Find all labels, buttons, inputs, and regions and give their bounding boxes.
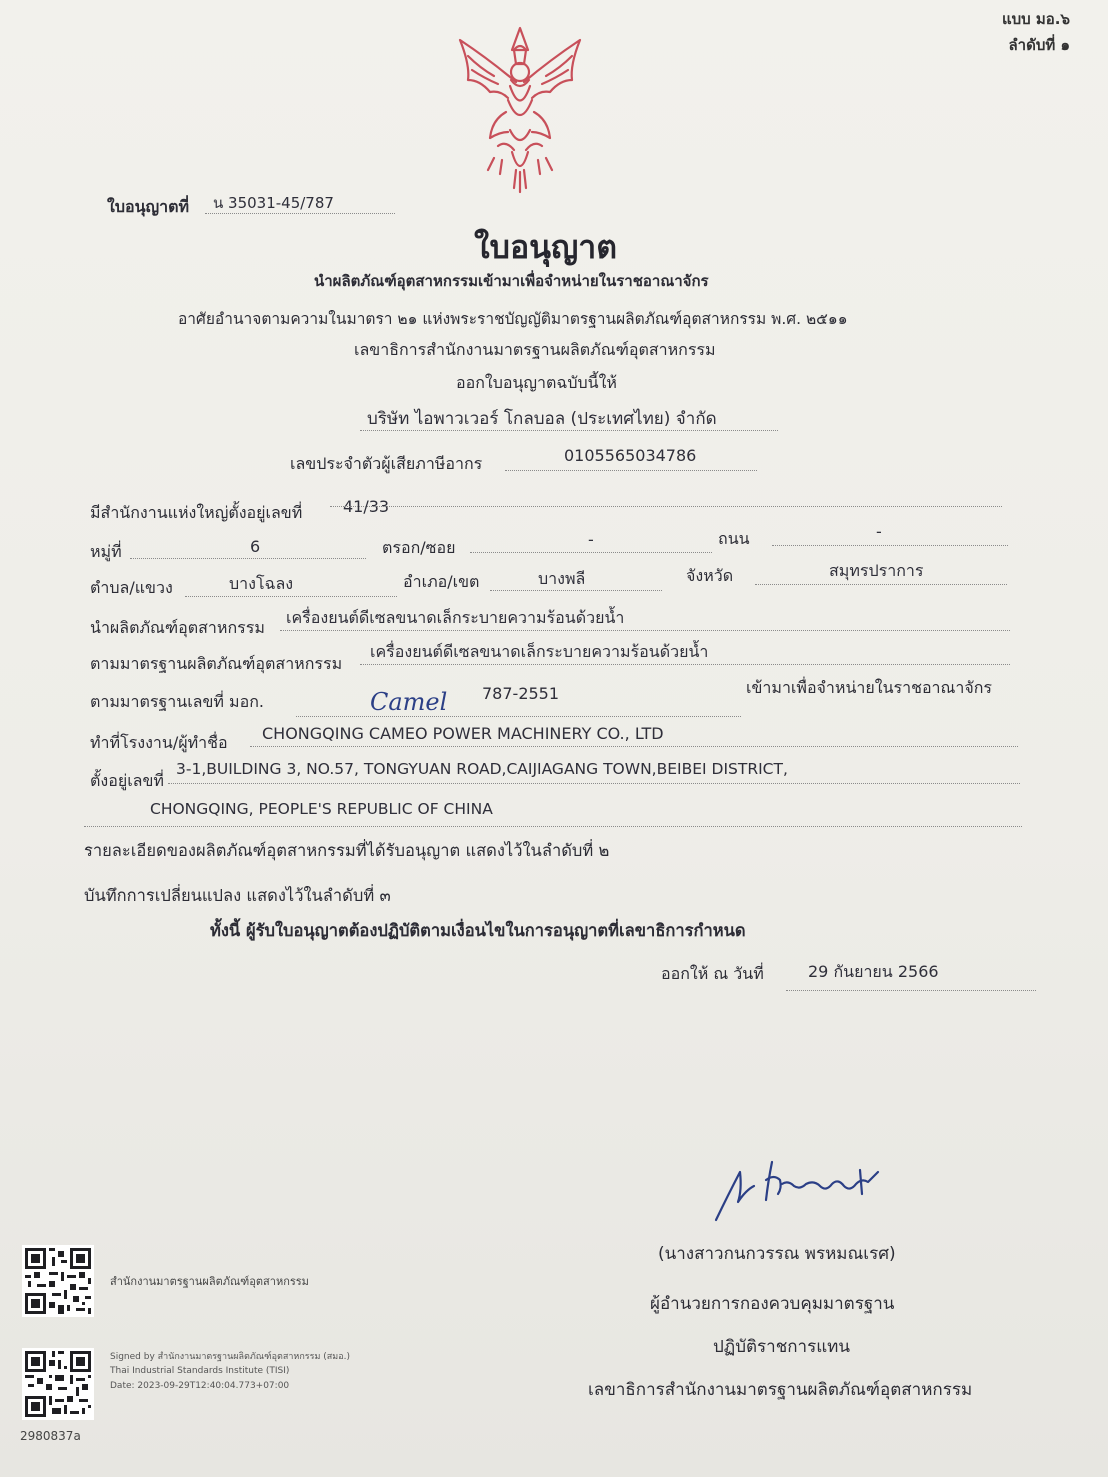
soi-value: -	[588, 530, 594, 549]
std-suffix: เข้ามาเพื่อจำหน่ายในราชอาณาจักร	[746, 678, 993, 697]
moo-value: 6	[250, 537, 261, 556]
form-code-block	[1002, 6, 1070, 59]
standard-value: เครื่องยนต์ดีเซลขนาดเล็กระบายความร้อนด้วยน้ำ	[370, 642, 709, 661]
qr-code-icon	[22, 1245, 94, 1317]
issue-line: ออกใบอนุญาตฉบับนี้ให้	[456, 373, 617, 392]
manufacturer-addr-label: ตั้งอยู่เลขที่	[90, 771, 164, 790]
manufacturer-label: ทำที่โรงงาน/ผู้ทำชื่อ	[90, 733, 228, 752]
signed-date: Date: 2023-09-29T12:40:04.773+07:00	[110, 1380, 290, 1391]
moo-label: หมู่ที่	[90, 542, 122, 561]
product-value: เครื่องยนต์ดีเซลขนาดเล็กระบายความร้อนด้วยน้ำ	[286, 608, 625, 627]
garuda-emblem-icon	[450, 20, 590, 195]
signatory-title: เลขาธิการสำนักงานมาตรฐานผลิตภัณฑ์อุตสาหกรรม	[588, 1380, 973, 1400]
tax-id-label: เลขประจำตัวผู้เสียภาษีอากร	[290, 454, 483, 473]
digital-signature-info	[110, 1350, 350, 1393]
license-no-value: น 35031-45/787	[213, 194, 334, 212]
changes-note: บันทึกการเปลี่ยนแปลง แสดงไว้ในลำดับที่ ๓	[84, 886, 391, 905]
signature-qr-code-icon	[22, 1348, 94, 1420]
details-note: รายละเอียดของผลิตภัณฑ์อุตสาหกรรมที่ได้รับอนุญาต แสดงไว้ในลำดับที่ ๒	[84, 841, 610, 860]
std-no-value: 787-2551	[482, 684, 560, 703]
manufacturer-addr-line1: 3-1,BUILDING 3, NO.57, TONGYUAN ROAD,CAIJIAGANG TOWN,BEIBEI DISTRICT,	[176, 760, 788, 778]
footer-office: สำนักงานมาตรฐานผลิตภัณฑ์อุตสาหกรรม	[110, 1275, 309, 1288]
province-label: จังหวัด	[686, 566, 734, 585]
signature-icon	[710, 1150, 890, 1225]
hq-label: มีสำนักงานแห่งใหญ่ตั้งอยู่เลขที่	[90, 503, 303, 522]
soi-label: ตรอก/ซอย	[382, 538, 456, 557]
subdistrict-value: บางโฉลง	[229, 574, 294, 593]
document-subtitle: นำผลิตภัณฑ์อุตสาหกรรมเข้ามาเพื่อจำหน่ายในราชอาณาจักร	[314, 272, 709, 290]
manufacturer-name: CHONGQING CAMEO POWER MACHINERY CO., LTD	[262, 724, 664, 743]
subdistrict-label: ตำบล/แขวง	[90, 578, 173, 597]
standard-label: ตามมาตรฐานผลิตภัณฑ์อุตสาหกรรม	[90, 654, 343, 673]
product-label: นำผลิตภัณฑ์อุตสาหกรรม	[90, 618, 265, 637]
manufacturer-addr-line2: CHONGQING, PEOPLE'S REPUBLIC OF CHINA	[150, 800, 493, 818]
signatory-position: ผู้อำนวยการกองควบคุมมาตรฐาน	[650, 1294, 895, 1314]
signatory-acting: ปฏิบัติราชการแทน	[713, 1337, 851, 1357]
document-id: 2980837a	[20, 1429, 81, 1443]
signed-by: Signed by สำนักงานมาตรฐานผลิตภัณฑ์อุตสาหกรรม (สมอ.)	[110, 1352, 350, 1362]
issue-date-value: 29 กันยายน 2566	[808, 962, 939, 981]
form-code: แบบ มอ.๖	[1001, 10, 1070, 28]
license-no-label: ใบอนุญาตที่	[107, 197, 190, 216]
form-order: ลำดับที่ ๑	[1008, 36, 1070, 55]
hq-no: 41/33	[343, 497, 390, 516]
tax-id-value: 0105565034786	[564, 446, 697, 465]
authority-line: อาศัยอำนาจตามความในมาตรา ๒๑ แห่งพระราชบัญญัติมาตรฐานผลิตภัณฑ์อุตสาหกรรม พ.ศ. ๒๕๑๑	[178, 310, 848, 328]
document-title: ใบอนุญาต	[474, 228, 618, 266]
road-value: -	[876, 522, 882, 541]
road-label: ถนน	[718, 529, 750, 548]
signed-institute: Thai Industrial Standards Institute (TISI)	[110, 1366, 290, 1377]
handwritten-brand: Camel	[370, 688, 448, 716]
province-value: สมุทรปราการ	[829, 561, 924, 580]
district-value: บางพลี	[538, 569, 586, 588]
district-label: อำเภอ/เขต	[403, 572, 480, 591]
signatory-name: (นางสาวกนกวรรณ พรหมณเรศ)	[658, 1244, 896, 1264]
condition-note: ทั้งนี้ ผู้รับใบอนุญาตต้องปฏิบัติตามเงื่อนไขในการอนุญาตที่เลขาธิการกำหนด	[210, 921, 746, 940]
secretary-line: เลขาธิการสำนักงานมาตรฐานผลิตภัณฑ์อุตสาหกรรม	[354, 340, 716, 359]
company-name: บริษัท ไอพาวเวอร์ โกลบอล (ประเทศไทย) จำกัด	[367, 409, 717, 429]
std-no-label: ตามมาตรฐานเลขที่ มอก.	[90, 692, 264, 711]
issue-date-label: ออกให้ ณ วันที่	[661, 964, 764, 983]
